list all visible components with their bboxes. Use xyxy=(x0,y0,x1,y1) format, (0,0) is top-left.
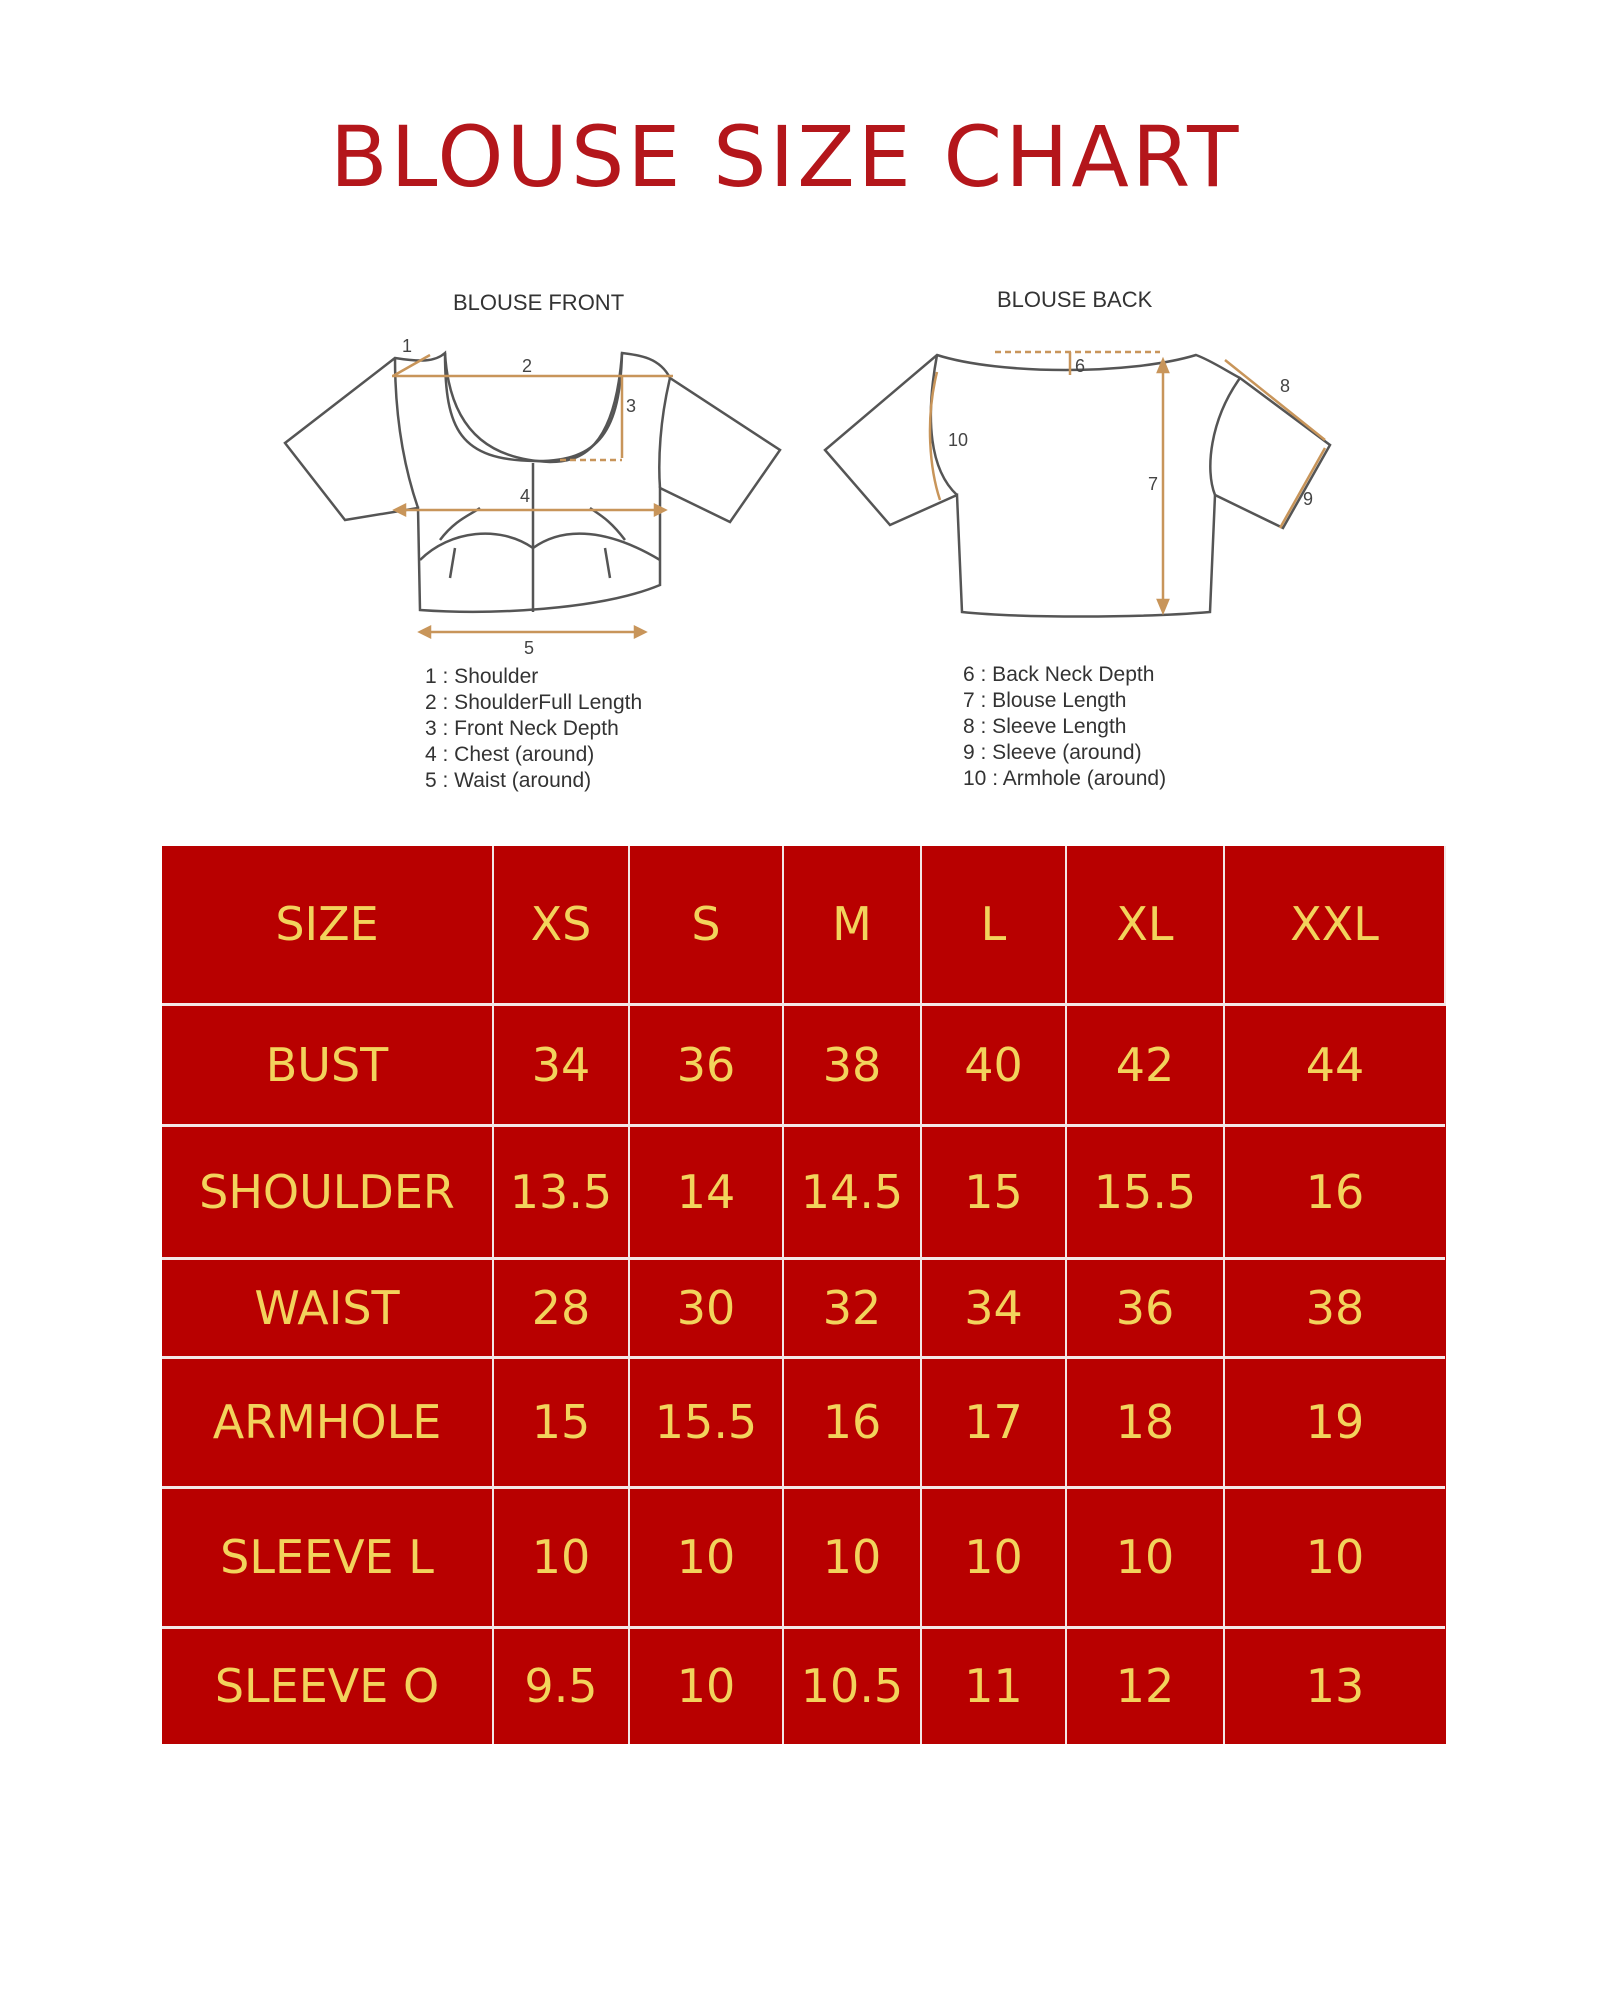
back-legend-item: 8 : Sleeve Length xyxy=(963,715,1127,738)
table-cell: 10 xyxy=(629,1627,783,1744)
row-label-sleeve-opening: SLEEVE O xyxy=(162,1627,493,1744)
page-title: BLOUSE SIZE CHART xyxy=(330,108,1242,206)
blouse-illustration xyxy=(0,0,1600,820)
table-header-row xyxy=(162,846,1445,1004)
table-row xyxy=(162,1258,1445,1357)
row-label-sleeve-length: SLEEVE L xyxy=(162,1487,493,1627)
table-cell: 15.5 xyxy=(629,1357,783,1487)
table-cell: 10 xyxy=(921,1487,1066,1627)
table-cell: 10 xyxy=(629,1487,783,1627)
header-cell-xl: XL xyxy=(1066,846,1224,1004)
table-row xyxy=(162,1487,1445,1627)
table-cell: 34 xyxy=(493,1004,629,1125)
size-table xyxy=(162,846,1446,1744)
table-cell: 30 xyxy=(629,1258,783,1357)
back-num-7: 7 xyxy=(1148,474,1159,494)
back-legend-item: 9 : Sleeve (around) xyxy=(963,741,1142,764)
header-cell-m: M xyxy=(783,846,921,1004)
header-cell-size: SIZE xyxy=(162,846,493,1004)
row-label-bust: BUST xyxy=(162,1004,493,1125)
header-cell-xxl: XXL xyxy=(1224,846,1445,1004)
front-num-3: 3 xyxy=(626,396,637,416)
front-num-5: 5 xyxy=(524,638,535,658)
table-cell: 15 xyxy=(921,1125,1066,1258)
table-cell: 13 xyxy=(1305,1659,1365,1714)
table-cell: 36 xyxy=(629,1004,783,1125)
back-num-6: 6 xyxy=(1075,356,1086,376)
back-legend-item: 7 : Blouse Length xyxy=(963,689,1127,712)
header-cell-l: L xyxy=(921,846,1066,1004)
front-legend xyxy=(425,664,642,794)
table-row xyxy=(162,1125,1445,1258)
header-cell-xs: XS xyxy=(493,846,629,1004)
back-legend-item: 6 : Back Neck Depth xyxy=(963,663,1155,686)
table-cell: 18 xyxy=(1066,1357,1224,1487)
table-cell: 12 xyxy=(1066,1627,1224,1744)
blouse-diagram xyxy=(0,0,1600,820)
table-cell: 16 xyxy=(783,1357,921,1487)
front-num-1: 1 xyxy=(402,336,413,356)
table-cell: 36 xyxy=(1066,1258,1224,1357)
blouse-back-outline xyxy=(825,355,1330,617)
row-label-waist: WAIST xyxy=(162,1258,493,1357)
blouse-back-heading: BLOUSE BACK xyxy=(997,287,1153,312)
front-legend-item: 5 : Waist (around) xyxy=(425,769,592,792)
table-cell: 38 xyxy=(1224,1258,1445,1357)
front-legend-item: 2 : ShoulderFull Length xyxy=(425,691,643,714)
table-row xyxy=(162,1004,1445,1125)
front-legend-item: 3 : Front Neck Depth xyxy=(425,717,619,740)
table-cell: 40 xyxy=(921,1004,1066,1125)
front-legend-item: 4 : Chest (around) xyxy=(425,743,595,766)
front-num-4: 4 xyxy=(520,486,531,506)
table-cell: 14.5 xyxy=(783,1125,921,1258)
table-cell: 32 xyxy=(783,1258,921,1357)
table-cell: 15 xyxy=(493,1357,629,1487)
row-label-shoulder: SHOULDER xyxy=(162,1125,493,1258)
back-num-10: 10 xyxy=(948,430,969,450)
table-cell: 34 xyxy=(921,1258,1066,1357)
back-num-8: 8 xyxy=(1280,376,1291,396)
table-cell: 28 xyxy=(493,1258,629,1357)
table-cell: 44 xyxy=(1224,1004,1445,1125)
back-legend-item: 10 : Armhole (around) xyxy=(963,767,1167,790)
back-legend xyxy=(963,662,1166,792)
front-legend-item: 1 : Shoulder xyxy=(425,665,539,688)
table-cell: 38 xyxy=(783,1004,921,1125)
table-cell: 13.5 xyxy=(493,1125,629,1258)
header-cell-s: S xyxy=(629,846,783,1004)
back-num-9: 9 xyxy=(1303,489,1314,509)
table-cell: 10 xyxy=(1224,1487,1445,1627)
blouse-front-outline xyxy=(285,353,780,612)
table-cell: 9.5 xyxy=(493,1627,629,1744)
table-cell: 10 xyxy=(783,1487,921,1627)
table-cell: 10.5 xyxy=(783,1627,921,1744)
table-cell: 19 xyxy=(1224,1357,1445,1487)
blouse-front-heading: BLOUSE FRONT xyxy=(453,290,625,315)
row-label-armhole: ARMHOLE xyxy=(162,1357,493,1487)
back-measure-lines xyxy=(930,352,1325,612)
table-cell: 16 xyxy=(1224,1125,1445,1258)
table-cell: 10 xyxy=(1066,1487,1224,1627)
table-cell: 42 xyxy=(1066,1004,1224,1125)
table-cell: 11 xyxy=(921,1627,1066,1744)
table-cell: 17 xyxy=(921,1357,1066,1487)
table-row xyxy=(162,1627,1445,1744)
front-num-2: 2 xyxy=(522,356,533,376)
table-cell: 15.5 xyxy=(1066,1125,1224,1258)
table-cell: 10 xyxy=(493,1487,629,1627)
table-row xyxy=(162,1357,1445,1487)
table-cell: 14 xyxy=(629,1125,783,1258)
